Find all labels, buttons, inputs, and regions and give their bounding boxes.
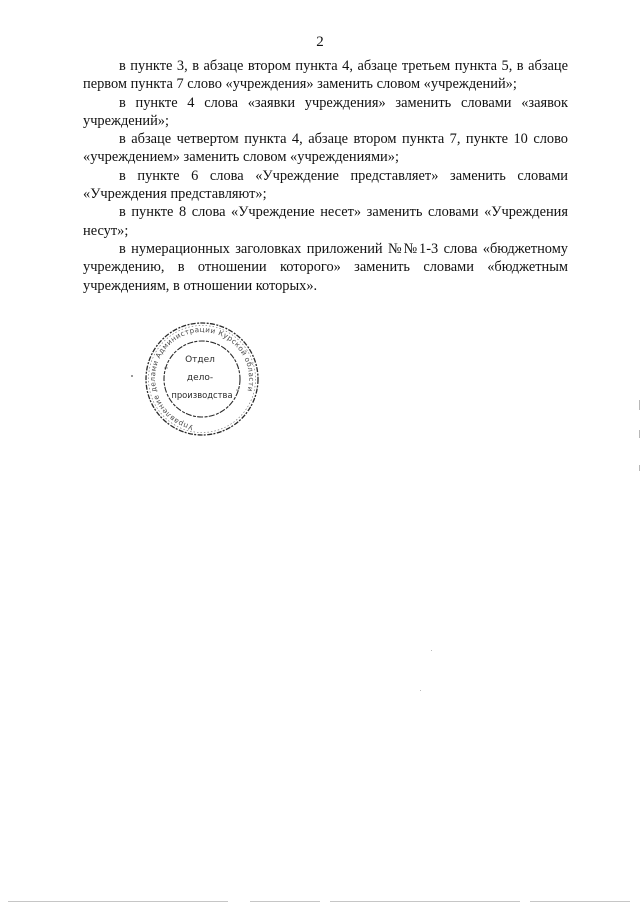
paragraph-6: в нумерационных заголовках приложений №№1-3 слова «бюджетному учреждению, в отношении которого» заменить словами «бюджетным учреждениям, в отношении которых».: [83, 240, 568, 294]
page-number: 2: [316, 34, 324, 50]
scan-bottom-line: [330, 901, 520, 902]
stamp-ring-text: Управление делами Администрации Курской области: [148, 324, 257, 433]
paragraph-4: в пункте 6 слова «Учреждение представляет» заменить словами «Учреждения представляют»;: [83, 167, 568, 203]
stamp-line-2: дело-: [186, 373, 214, 383]
paragraph-3: в абзаце четвертом пункта 4, абзаце втором пункта 7, пункте 10 слово «учреждением» заменить словом «учреждениями»;: [83, 131, 568, 166]
office-stamp: [138, 318, 266, 436]
scan-dot: [131, 375, 133, 377]
scan-dot: [420, 690, 421, 691]
paragraph-5: в пункте 8 слова «Учреждение несет» заменить словами «Учреждения несут»;: [83, 204, 568, 239]
scan-dot: [431, 650, 432, 651]
paragraph-2: в пункте 4 слова «заявки учреждения» заменить словами «заявок учреждений»;: [83, 94, 568, 129]
scan-bottom-line: [530, 901, 630, 902]
document-body: [83, 57, 568, 295]
scan-bottom-line: [8, 901, 228, 902]
paragraph-1: в пункте 3, в абзаце втором пункта 4, абзаце третьем пункта 5, в абзаце первом пункта 7 слово «учреждения» заменить словом «учреждений»;: [83, 58, 568, 93]
scan-bottom-line: [250, 901, 320, 902]
stamp-line-3: производства: [171, 390, 233, 400]
stamp-line-1: Отдел: [185, 355, 215, 365]
